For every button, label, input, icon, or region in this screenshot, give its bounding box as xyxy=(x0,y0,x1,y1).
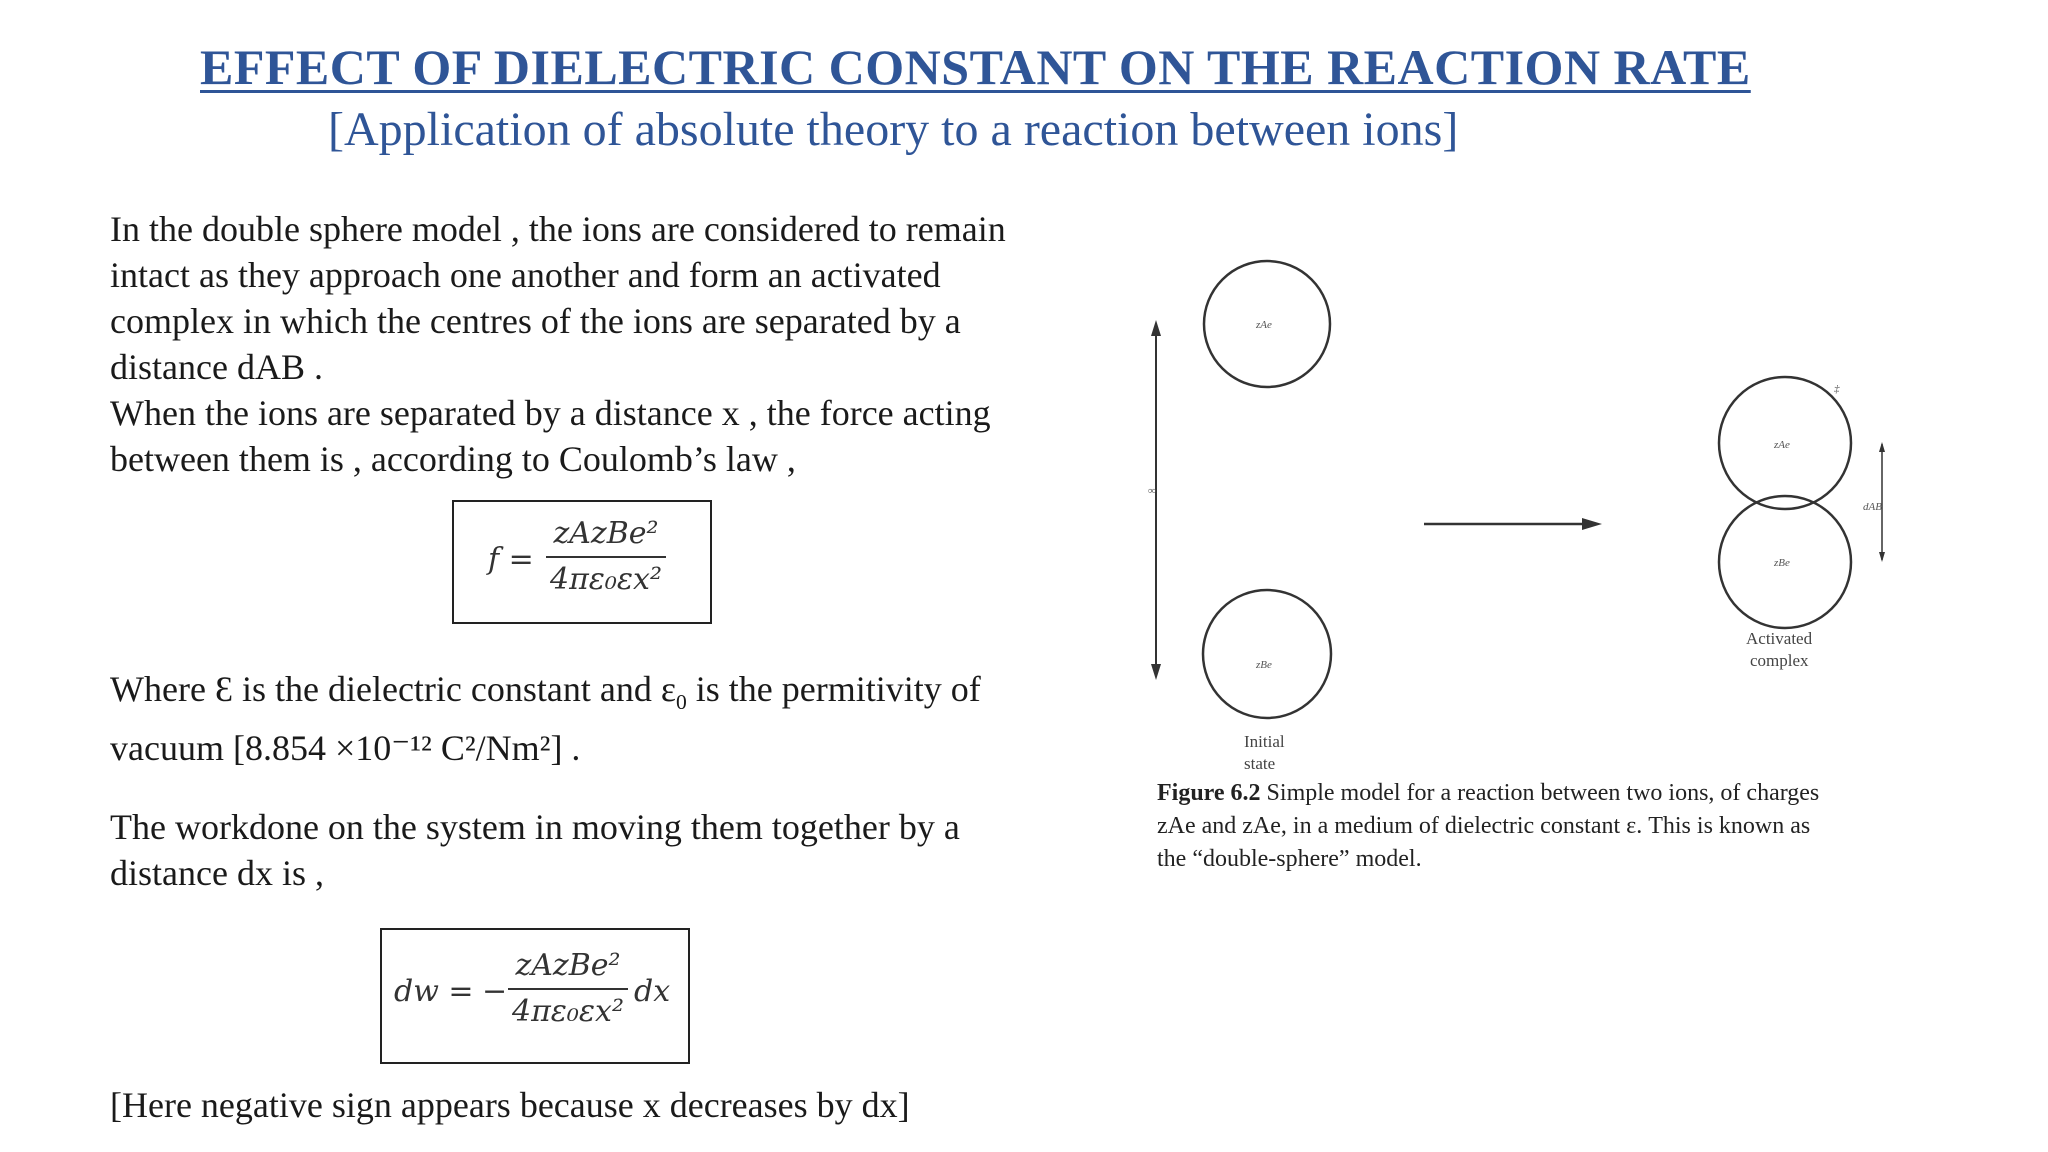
initial-state-label: Initial xyxy=(1244,732,1285,751)
paragraph-line: The workdone on the system in moving them together by a xyxy=(110,807,960,847)
ion-b-label: zBe xyxy=(1256,659,1272,671)
equation-rhs: dx xyxy=(634,974,671,1009)
paragraph-line: complex in which the centres of the ions are separated by a xyxy=(110,301,961,341)
activated-complex-label: Activated xyxy=(1746,629,1813,648)
note-line: [Here negative sign appears because x decreases by dx] xyxy=(110,1085,910,1125)
page-title: EFFECT OF DIELECTRIC CONSTANT ON THE REACTION RATE xyxy=(200,39,1751,95)
negative-sign-note xyxy=(110,1082,910,1128)
paragraph-line: When the ions are separated by a distance x , the force acting xyxy=(110,393,991,433)
paragraph-line: intact as they approach one another and form an activated xyxy=(110,255,941,295)
equation-numerator: zAzBe² xyxy=(553,516,659,551)
figure-caption xyxy=(1157,777,1977,876)
epsilon-symbol: Ɛ xyxy=(214,669,233,709)
equation-fraction xyxy=(508,948,628,1030)
paragraph-line: vacuum [8.854 ×10⁻¹² C²/Nm²] . xyxy=(110,728,581,769)
activated-complex-label: complex xyxy=(1750,651,1809,670)
infinity-distance-arrow xyxy=(1151,320,1161,680)
paragraph-line: distance dx is , xyxy=(110,853,324,893)
paragraph-line: distance dAB . xyxy=(110,347,323,387)
intro-paragraph xyxy=(110,206,1006,482)
equation-lhs: dw = xyxy=(394,974,474,1009)
work-done-equation xyxy=(380,928,690,1064)
equation-numerator: zAzBe² xyxy=(515,948,621,983)
dagger-symbol: ‡ xyxy=(1834,383,1840,395)
ion-b-sphere xyxy=(1203,590,1331,718)
figure-number: Figure 6.2 xyxy=(1157,780,1261,806)
caption-line: Figure 6.2 Simple model for a reaction between two ions, of charges xyxy=(1157,780,1820,806)
caption-line: the “double-sphere” model. xyxy=(1157,846,1422,872)
coulomb-force-equation xyxy=(452,500,712,624)
dielectric-paragraph xyxy=(110,666,981,771)
fraction-bar xyxy=(508,988,628,990)
page-subtitle: [Application of absolute theory to a reaction between ions] xyxy=(328,103,1459,156)
initial-state-label: state xyxy=(1244,754,1276,773)
double-sphere-diagram xyxy=(1150,260,1980,820)
equation-fraction xyxy=(546,516,666,598)
workdone-paragraph xyxy=(110,804,960,896)
infinity-label: ∞ xyxy=(1148,485,1156,497)
equation-lhs: f = xyxy=(488,542,534,577)
caption-line: zAe and zAe, in a medium of dielectric constant ε. This is known as xyxy=(1157,813,1811,839)
complex-ion-a-label: zAe xyxy=(1774,439,1790,451)
paragraph-line: between them is , according to Coulomb’s law , xyxy=(110,439,796,479)
dab-label: dAB xyxy=(1863,501,1882,513)
complex-ion-b-label: zBe xyxy=(1774,557,1790,569)
equation-denominator: 4πε₀εx² xyxy=(512,994,624,1029)
reaction-arrow xyxy=(1424,518,1602,530)
equation-minus: − xyxy=(482,974,508,1009)
fraction-bar xyxy=(546,556,666,558)
equation-denominator: 4πε₀εx² xyxy=(550,562,662,597)
paragraph-line: Where Ɛ is the dielectric constant and $\varepsilon_0$ is the permitivity of xyxy=(110,669,981,715)
paragraph-line: In the double sphere model , the ions are considered to remain xyxy=(110,209,1006,249)
ion-a-label: zAe xyxy=(1256,319,1272,331)
